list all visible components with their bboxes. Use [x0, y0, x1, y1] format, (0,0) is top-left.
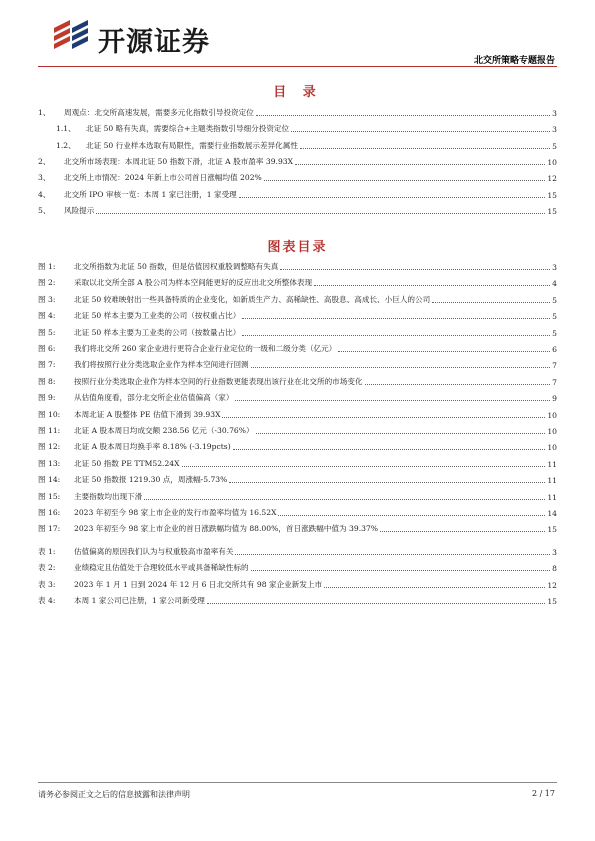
figures-title: 图表目录: [267, 240, 328, 255]
toc-entry[interactable]: [38, 545, 557, 557]
entry-text: 北交所 IPO 审核一览：本周 1 家已注册，1 家受理: [64, 189, 237, 199]
entry-page: 10: [547, 157, 557, 167]
entry-number: 图 12:: [38, 442, 61, 452]
toc-entry[interactable]: [38, 358, 557, 370]
entry-number: 3、: [38, 173, 51, 183]
entry-number: 图 17:: [38, 524, 61, 534]
entry-text: 北交所指数为北证 50 指数，但是估值因权重股调整略有失真: [74, 262, 279, 271]
entry-text: 北证 50 指数 PE TTM52.24X: [74, 458, 180, 468]
entry-text: 业绩稳定且估值处于合理较低水平或具备稀缺性标的: [74, 563, 249, 573]
page-number: 2 / 17: [531, 789, 555, 798]
toc-entry[interactable]: [38, 424, 557, 436]
entry-page: 11: [547, 492, 557, 502]
entry-page: 11: [547, 459, 557, 469]
entry-text: 周观点：北交所高速发展，需要多元化指数引导投资定位: [64, 108, 254, 117]
entry-number: 5、: [38, 205, 51, 215]
entry-text: 北交所市场表现：本周北证 50 指数下滑，北证 A 股市盈率 39.93X: [64, 156, 294, 166]
leader-dots: [207, 603, 546, 604]
entry-page: 5: [552, 141, 557, 151]
entry-page: 11: [547, 476, 557, 486]
entry-number: 图 14:: [38, 475, 61, 485]
entry-page: 12: [547, 580, 557, 590]
toc-entry[interactable]: [38, 155, 557, 167]
page-header: [0, 0, 595, 70]
leader-dots: [235, 400, 550, 401]
leader-dots: [295, 164, 545, 165]
entry-text: 北证 50 较难映射出一些具备特质的企业变化，如新质生产力、高稀缺性、高股息、高成长、小巨人的公司: [74, 294, 431, 304]
entry-number: 表 1:: [38, 547, 56, 556]
entry-page: 12: [547, 174, 557, 184]
entry-number: 4、: [38, 189, 51, 199]
entry-number: 图 1:: [38, 262, 56, 271]
leader-dots: [256, 433, 546, 434]
leader-dots: [291, 131, 550, 132]
entry-page: 3: [552, 109, 557, 118]
entry-text: 北证 50 指数报 1219.30 点，周涨幅-5.73%: [74, 475, 228, 485]
entry-number: 表 4:: [38, 595, 56, 605]
entry-text: 北证 50 行业样本选取有局限性，需要行业指数展示差异化属性: [86, 140, 298, 150]
entry-page: 10: [547, 443, 557, 453]
entry-page: 3: [552, 548, 557, 557]
entry-page: 9: [552, 394, 557, 404]
toc-entry[interactable]: [38, 408, 557, 420]
leader-dots: [264, 180, 546, 181]
entry-text: 按照行业分类选取企业作为样本空间的行业指数更能表现出该行业在北交所的市场变化: [74, 376, 363, 386]
entry-text: 从估值角度看，部分北交所企业估值偏高（家）: [74, 393, 234, 403]
entry-text: 北交所上市情况：2024 年新上市公司首日涨幅均值 202%: [64, 173, 262, 183]
toc-entry[interactable]: [38, 506, 557, 518]
leader-dots: [300, 148, 550, 149]
toc-entry[interactable]: [38, 342, 557, 354]
header-divider: [38, 66, 557, 67]
entry-text: 2023 年 1 月 1 日到 2024 年 12 月 6 日北交所共有 98 家企业新发上市: [74, 579, 323, 589]
entry-text: 采取以北交所全部 A 股公司为样本空间能更好的反应出北交所整体表现: [74, 278, 313, 288]
entry-text: 主要指数均出现下滑: [74, 491, 143, 501]
leader-dots: [280, 269, 550, 270]
leader-dots: [235, 554, 550, 555]
toc-entry[interactable]: [38, 276, 557, 288]
toc-entry[interactable]: [38, 106, 557, 118]
entry-number: 图 16:: [38, 508, 61, 517]
entry-page: 15: [547, 190, 557, 200]
toc-entry[interactable]: [38, 260, 557, 272]
leader-dots: [251, 367, 551, 368]
entry-number: 图 10:: [38, 409, 61, 419]
toc-entry[interactable]: [38, 561, 557, 573]
toc-title: 目 录: [273, 85, 322, 100]
entry-number: 2、: [38, 156, 51, 166]
toc-entry[interactable]: [38, 293, 557, 305]
leader-dots: [222, 417, 545, 418]
entry-number: 表 2:: [38, 563, 56, 573]
toc-entry[interactable]: [38, 473, 557, 485]
leader-dots: [314, 285, 550, 286]
leader-dots: [365, 384, 551, 385]
entry-number: 图 7:: [38, 360, 56, 370]
entry-number: 图 11:: [38, 426, 61, 435]
entry-text: 北证 50 略有失真，需要综合+主题类指数引导细分投资定位: [86, 124, 290, 134]
toc-entry[interactable]: [38, 490, 557, 502]
footer-divider: [38, 782, 557, 783]
leader-dots: [324, 587, 545, 588]
leader-dots: [242, 335, 550, 336]
entry-page: 8: [552, 564, 557, 574]
entry-page: 3: [552, 125, 557, 135]
leader-dots: [242, 318, 550, 319]
entry-text: 2023 年初至今 98 家上市企业的首日涨跌幅均值为 88.00%，首日涨跌幅中值为 39.37%: [74, 524, 378, 534]
leader-dots: [432, 302, 550, 303]
entry-page: 4: [552, 279, 557, 289]
entry-text: 本周 1 家公司已注册，1 家公司新受理: [74, 595, 205, 605]
entry-number: 图 2:: [38, 278, 56, 288]
toc-entry[interactable]: [38, 326, 557, 338]
entry-number: 图 5:: [38, 327, 56, 337]
entry-text: 我们将按照行业分类选取企业作为样本空间进行回测: [74, 360, 249, 370]
leader-dots: [380, 531, 545, 532]
leader-dots: [233, 449, 546, 450]
report-type: 北交所策略专题报告: [473, 56, 555, 66]
toc-entry[interactable]: [38, 204, 557, 216]
leader-dots: [256, 115, 550, 116]
entry-number: 图 6:: [38, 344, 56, 353]
leader-dots: [338, 351, 550, 352]
toc-entry[interactable]: [38, 522, 557, 534]
entry-number: 图 8:: [38, 376, 56, 386]
entry-number: 1.2、: [56, 140, 76, 150]
entry-number: 1、: [38, 108, 51, 117]
entry-page: 5: [552, 295, 557, 305]
toc-entry[interactable]: [38, 457, 557, 469]
toc-entry[interactable]: [38, 171, 557, 183]
toc-entry[interactable]: [38, 139, 557, 151]
entry-text: 风险提示: [64, 205, 95, 215]
leader-dots: [278, 515, 545, 516]
entry-page: 14: [547, 509, 557, 518]
entry-number: 图 15:: [38, 491, 61, 501]
toc-entry[interactable]: [38, 375, 557, 387]
entry-page: 7: [552, 377, 557, 387]
entry-page: 15: [547, 525, 557, 535]
brand-name: 开源证券: [98, 27, 210, 58]
entry-number: 图 4:: [38, 311, 56, 321]
leader-dots: [144, 499, 545, 500]
entry-page: 15: [547, 596, 557, 606]
leader-dots: [182, 466, 546, 467]
entry-text: 本周北证 A 股整体 PE 估值下滑到 39.93X: [74, 409, 221, 419]
entry-page: 10: [547, 410, 557, 420]
entry-text: 北证 50 样本主要为工业类的公司（按数量占比）: [74, 327, 241, 337]
toc-entry[interactable]: [38, 188, 557, 200]
toc-entry[interactable]: [38, 578, 557, 590]
kaiyuan-logo-icon: [52, 18, 92, 52]
entry-page: 5: [552, 312, 557, 322]
entry-text: 北证 A 股本周日均成交额 238.56 亿元（-30.76%）: [74, 426, 254, 435]
entry-page: 6: [552, 345, 557, 354]
entry-text: 北证 50 样本主要为工业类的公司（按权重占比）: [74, 311, 241, 321]
entry-page: 7: [552, 361, 557, 371]
entry-number: 图 9:: [38, 393, 56, 403]
entry-text: 我们将北交所 260 家企业进行更符合企业行业定位的一级和二级分类（亿元）: [74, 344, 337, 353]
entry-text: 北证 A 股本周日均换手率 8.18% (-3.19pcts): [74, 442, 231, 452]
leader-dots: [239, 197, 546, 198]
entry-text: 估值偏离的原因我们认为与权重股高市盈率有关: [74, 547, 234, 556]
entry-number: 表 3:: [38, 579, 56, 589]
toc-entry[interactable]: [38, 122, 557, 134]
leader-dots: [96, 213, 545, 214]
entry-number: 图 13:: [38, 458, 61, 468]
entry-page: 15: [547, 206, 557, 216]
toc-entry[interactable]: [38, 440, 557, 452]
toc-entry[interactable]: [38, 391, 557, 403]
toc-entry[interactable]: [38, 309, 557, 321]
toc-entry[interactable]: [38, 594, 557, 606]
disclaimer: 请务必参阅正文之后的信息披露和法律声明: [38, 790, 190, 799]
leader-dots: [229, 482, 545, 483]
entry-number: 图 3:: [38, 294, 56, 304]
entry-page: 3: [552, 263, 557, 272]
entry-page: 10: [547, 427, 557, 436]
entry-page: 5: [552, 328, 557, 338]
entry-number: 1.1、: [56, 124, 76, 134]
entry-text: 2023 年初至今 98 家上市企业的发行市盈率均值为 16.52X: [74, 508, 277, 517]
leader-dots: [251, 570, 551, 571]
